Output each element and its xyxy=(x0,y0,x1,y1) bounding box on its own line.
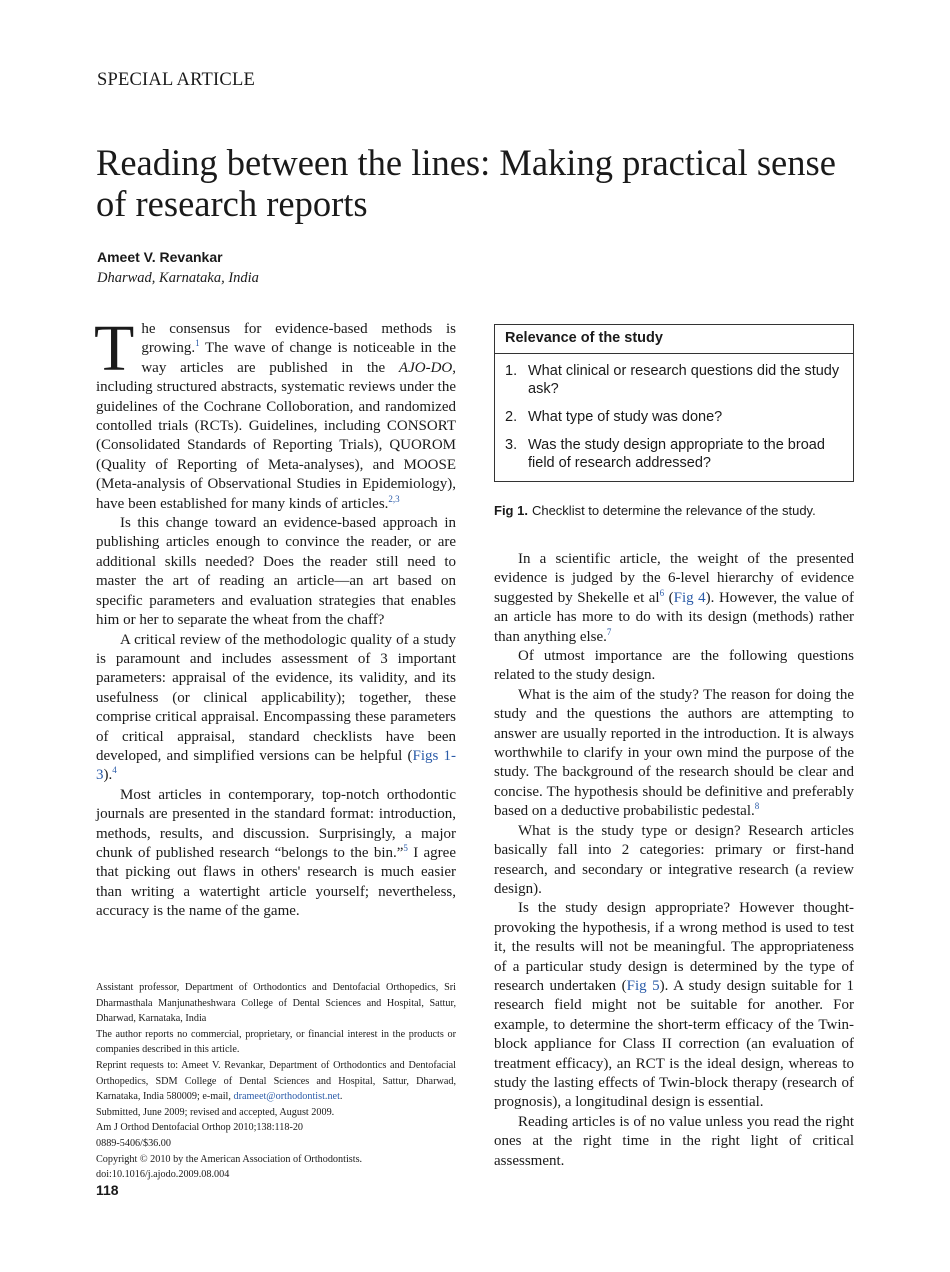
checklist-heading: Relevance of the study xyxy=(495,325,853,354)
reference-6[interactable]: 6 xyxy=(659,587,665,598)
reference-1[interactable]: 1 xyxy=(195,338,200,349)
author-name: Ameet V. Revankar xyxy=(97,249,223,265)
paragraph-1: The consensus for evidence-based methods is growing.$^1$ The wave of change is noticeable in the way articles are published in the AJO-DO, including structured abstracts, systematic reviews under the guidelines of the Cochrane Colloboration, and randomized contolled trials (RCTs). Guidelines, including CONSORT (Consolidated Standards of Reporting Trials), QUOROM (Quality of Reporting of Meta-analyses), and MOOSE (Meta-analysis of Observational Studies in Epidemiology), have been established for many kinds of articles.$^{2,3}$ xyxy=(94,312,456,512)
checklist-item: 3. Was the study design appropriate to the broad field of research addressed? xyxy=(505,437,825,471)
footnotes xyxy=(96,980,456,1183)
journal-name: AJO-DO xyxy=(398,359,453,376)
article-title: Reading between the lines: Making practical sense of research reports xyxy=(96,142,836,224)
paragraph-6: Of utmost importance are the following questions related to the study design. xyxy=(494,648,854,684)
section-label: SPECIAL ARTICLE xyxy=(97,70,255,90)
fig-4-link[interactable]: Fig 4 xyxy=(673,589,706,606)
paragraph-2: Is this change toward an evidence-based approach in publishing articles enough to convince the reader, or are additional skills needed? Does the reader still need to master the art of reading an article—an art based on specific parameters and evaluation strategies that enables him or her to separate the wheat from the chaff? xyxy=(96,515,456,629)
reference-8[interactable]: 8 xyxy=(754,801,760,812)
footnote-disclosure: The author reports no commercial, proprietary, or financial interest in the products or companies described in this article. xyxy=(96,1028,456,1056)
paragraph-5: In a scientific article, the weight of the presented evidence is judged by the 6-level hierarchy of evidence suggested by Shekelle et $al^6$ (Fig 4). However, the value of an article has more to do with its design (methods) rather than anything else.$^7$ xyxy=(494,551,854,645)
paragraph-8: What is the study type or design? Research articles basically fall into 2 categories: primary or first-hand research, and secondary or integrative research (a review design). xyxy=(494,822,854,897)
email-link[interactable]: drameet@orthodontist.net xyxy=(233,1091,340,1103)
paragraph-3: A critical review of the methodologic quality of a study is paramount and includes assessment of 3 important parameters: appraisal of the evidence, its validity, and its usefulness (or clinical applicability); together, these comprise critical appraisal. Encompassing these parameters of critical appraisal, standard checklists have been developed, and simplified versions can be helpful (Figs 1-3).$^4$ xyxy=(96,631,457,784)
reference-5[interactable]: 5 xyxy=(403,842,408,853)
figs-1-3-link[interactable]: Figs 1-3 xyxy=(96,747,457,784)
paragraph-7: What is the aim of the study? The reason for doing the study and the questions the authors are attempting to answer are usually reported in the introduction. It is always worthwhile to clarify in your own mind the purpose of the study. The background of the research should be clear and concise. The hypothesis should be definitive and preferably based on a deductive probabilistic pedestal.$^8$ xyxy=(494,686,854,820)
footnote-doi: doi:10.1016/j.ajodo.2009.08.004 xyxy=(96,1169,230,1181)
paragraph-9: Is the study design appropriate? However thought-provoking the hypothesis, if a wrong method is used to test it, the results will not be meaningful. The appropriateness of a particular study design is determined by the type of research undertaken (Fig 5). A study design suitable for 1 research field might not be suitable for another. For example, to determine the short-term efficacy of the Twin-block appliance for Class II correction (an evaluation of treatment efficacy), an RCT is the ideal design, whereas to study the lasting effects of Twin-block therapy (research of prognosis), a longitudinal design is essential. xyxy=(494,900,854,1111)
figure-caption: Fig 1. Checklist to determine the relevance of the study. xyxy=(494,503,816,518)
footnote-reprint: Reprint requests to: Ameet V. Revankar, Department of Orthodontics and Dentofacial Orthopedics, SDM College of Dental Sciences and Hospital, Sattur, Dharwad, Karnataka, India 580009; e-mail, drameet@orthodontist.net. xyxy=(96,1059,456,1103)
checklist-list xyxy=(495,362,853,472)
reference-4[interactable]: 4 xyxy=(112,765,117,776)
figure-label: Fig 1. xyxy=(494,503,528,518)
fig-5-link[interactable]: Fig 5 xyxy=(626,977,660,994)
page-number: 118 xyxy=(96,1182,119,1198)
checklist-box xyxy=(494,324,854,482)
checklist-item: 1. What clinical or research questions did the study ask? xyxy=(505,363,840,397)
footnote-submitted: Submitted, June 2009; revised and accepted, August 2009. xyxy=(96,1106,335,1118)
drop-cap: T xyxy=(94,312,135,385)
footnote-copyright: Copyright © 2010 by the American Association of Orthodontists. xyxy=(96,1153,363,1165)
right-column xyxy=(494,550,854,1171)
paragraph-4: Most articles in contemporary, top-notch orthodontic journals are presented in the standard format: introduction, methods, results, and discussion. Surprisingly, a major chunk of published research “belongs to the bin.”$^5$ I agree that picking out flaws in others' research is much easier than writing a watertight article yourself; nevertheless, accuracy is the name of the game. xyxy=(96,786,456,920)
reference-7[interactable]: 7 xyxy=(606,626,612,637)
paragraph-10: Reading articles is of no value unless you read the right ones at the right time in the right light of critical assessment. xyxy=(494,1113,854,1169)
footnote-affiliation: Assistant professor, Department of Orthodontics and Dentofacial Orthopedics, Sri Dharmasthala Manjunatheshwara College of Dental Sciences and Hospital, Sattur, Dharwad, Karnataka, India xyxy=(96,982,456,1025)
reference-2-3[interactable]: 2,3 xyxy=(388,493,400,504)
footnote-citation: Am J Orthod Dentofacial Orthop 2010;138:118-20 xyxy=(96,1122,304,1134)
left-column xyxy=(94,312,457,922)
checklist-item: 2. What type of study was done? xyxy=(505,409,723,425)
footnote-issn: 0889-5406/$36.00 xyxy=(96,1137,171,1149)
author-affiliation: Dharwad, Karnataka, India xyxy=(97,270,259,286)
